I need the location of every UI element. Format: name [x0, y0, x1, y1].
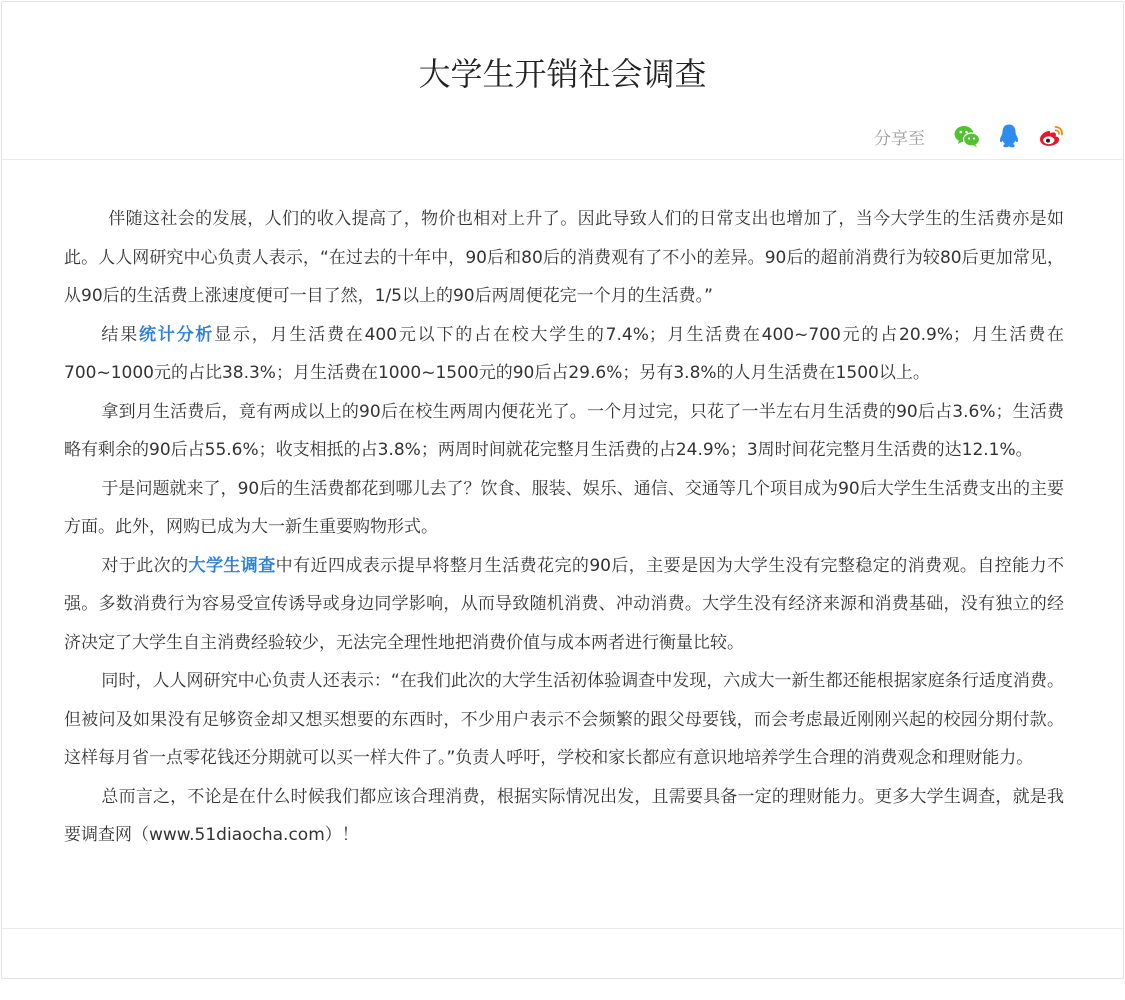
paragraph-2-text-after: 显示，月生活费在400元以下的占在校大学生的7.4%；月生活费在400~700元的占20.9%；月生活费在700~1000元的占比38.3%；月生活费在1000~1500元的90后占29.6%；另有3.8%的人月生活费在1500以上。	[64, 324, 1065, 383]
paragraph-5-text-before: 对于此次的	[101, 555, 189, 576]
paragraph-2-text-before: 结果	[101, 324, 139, 345]
college-survey-link[interactable]: 大学生调查	[188, 555, 276, 576]
paragraph-1: 伴随这社会的发展，人们的收入提高了，物价也相对上升了。因此导致人们的日常支出也增加了，当今大学生的生活费亦是如此。人人网研究中心负责人表示，“在过去的十年中，90后和80后的消费观有了不小的差异。90后的超前消费行为较80后更加常见，从90后的生活费上涨速度便可一目了然，1/5以上的90后两周便花完一个月的生活费。”	[64, 209, 1064, 306]
paragraph-7: 总而言之，不论是在什么时候我们都应该合理消费，根据实际情况出发，且需要具备一定的理财能力。更多大学生调查，就是我要调查网（www.51diaocha.com）！	[64, 786, 1064, 845]
share-bar	[874, 120, 1065, 152]
paragraph-3: 拿到月生活费后，竟有两成以上的90后在校生两周内便花光了。一个月过完，只花了一半左右月生活费的90后占3.6%；生活费略有剩余的90后占55.6%；收支相抵的占3.8%；两周时间就花完整月生活费的占24.9%；3周时间花完整月生活费的达12.1%。	[64, 401, 1064, 460]
paragraph-2	[64, 316, 1064, 393]
paragraph-4: 于是问题就来了，90后的生活费都花到哪儿去了？饮食、服装、娱乐、通信、交通等几个项目成为90后大学生生活费支出的主要方面。此外，网购已成为大一新生重要购物形式。	[64, 478, 1064, 537]
page-title: 大学生开销社会调查	[418, 55, 707, 93]
article-footer	[2, 928, 1123, 979]
paragraph-6: 同时，人人网研究中心负责人还表示：“在我们此次的大学生活初体验调查中发现，六成大一新生都还能根据家庭条行适度消费。但被问及如果没有足够资金却又想买想要的东西时，不少用户表示不会频繁的跟父母要钱，而会考虑最近刚刚兴起的校园分期付款。这样每月省一点零花钱还分期就可以买一样大件了。”负责人呼吁，学校和家长都应有意识地培养学生合理的消费观念和理财能力。	[64, 671, 1064, 768]
article-header	[2, 2, 1123, 160]
paragraph-5	[64, 547, 1064, 663]
weibo-icon[interactable]	[1037, 122, 1065, 150]
share-label: 分享至	[874, 128, 925, 149]
qq-icon[interactable]	[995, 122, 1023, 150]
article-body	[64, 200, 1064, 855]
statistics-analysis-link[interactable]: 统计分析	[139, 324, 215, 345]
wechat-icon[interactable]	[953, 122, 981, 150]
article-card	[1, 1, 1124, 979]
paragraph-5-text-after: 中有近四成表示提早将整月生活费花完的90后，主要是因为大学生没有完整稳定的消费观。自控能力不强。多数消费行为容易受宣传诱导或身边同学影响，从而导致随机消费、冲动消费。大学生没有经济来源和消费基础，没有独立的经济决定了大学生自主消费经验较少，无法完全理性地把消费价值与成本两者进行衡量比较。	[64, 555, 1065, 653]
